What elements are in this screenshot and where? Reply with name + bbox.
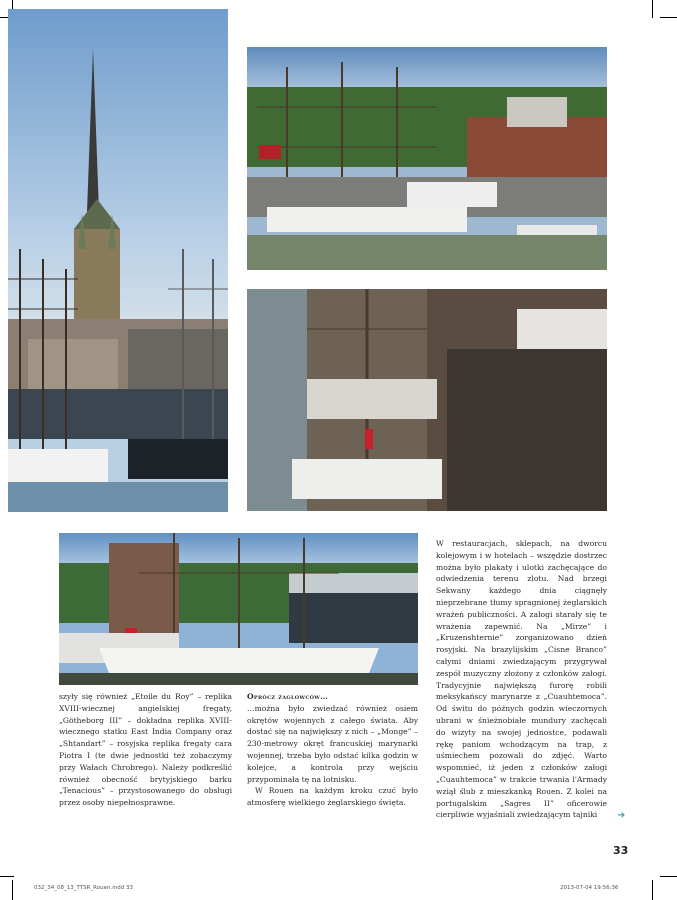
- crop-mark: [652, 0, 653, 18]
- footer-filename: 032_34_08_13_TTSR_Rouen.indd 33: [34, 885, 133, 891]
- photo-harbour-ships: [247, 47, 607, 270]
- section-heading: Oprócz żaglowców…: [247, 692, 329, 701]
- text-column-2: [247, 691, 418, 809]
- paragraph: W Rouen na każdym kroku czuć było atmosferę wielkiego żeglarskiego święta.: [247, 786, 418, 808]
- crop-mark: [12, 880, 13, 900]
- paragraph: szyły się również „Etoile du Roy” – replika XVIII-wiecznej angielskiej fregaty, „Götheborg III” – dokładna replika XVIII-wiecznego statku East India Company oraz „Shtandart” – rosyjska replika fregaty cara Piotra I (te dwie jednostki też zobaczymy przy Wałach Chrobrego). Należy podkreślić również obecność brytyjskiego barku „Tenacious” – przystosowanego do obsługi przez osoby niepełnosprawne.: [59, 692, 232, 808]
- text-column-1: [59, 691, 232, 809]
- paragraph: …można było zwiedzać również osiem okrętów wojennych z całego świata. Aby dostać się na największy z nich – „Monge” – 230-metrowy okręt francuskiej marynarki wojennej, trzeba było odstać kilka godzin w kolejce, a kontrola przy wejściu przypominała tę na lotnisku.: [247, 703, 418, 784]
- crop-mark: [660, 17, 677, 18]
- page-number: 33: [613, 844, 629, 857]
- photo-crowd-ship: [247, 289, 607, 511]
- crop-mark: [652, 880, 653, 900]
- photo-cathedral-ships: [8, 9, 228, 512]
- continue-arrow-icon: ➜: [617, 810, 626, 821]
- crop-mark: [0, 876, 14, 877]
- paragraph: W restauracjach, sklepach, na dworcu kolejowym i w hotelach – wszędzie dostrzec można było plakaty i ulotki zachęcające do odwiedzenia terenu zlotu. Nad brzegi Sekwany każdego dnia ciągnęły nieprzebrane tłumy spragnionej żeglarskich wrażeń publiczności. A załogi starały się te wrażenia zapewnić. Na „Mirze” i „Kruzenshternie” zorganizowano dzień rosyjski. Na brazylijskim „Cisne Branco” całymi dniami zwiedzającym przygrywał zespół muzyczny złożony z członków załogi. Tradycyjnie największą furorę robili meksykańscy marynarze z „Cuauhtemoca”. Od świtu do późnych godzin wieczornych ubrani w śnieżnobiałe mundury zachęcali do wizyty na swojej jednostce, podawali rękę paniom wchodzącym na trap, z uśmiechem pozowali do zdjęć. Warto wspomnieć, iż jeden z członków załogi „Cuauhtemoca” w trakcie trwania l'Armady wziął ślub z mieszkanką Rouen. Z kolei na portugalskim „Sagres II” oficerowie cierpliwie wyjaśniali zwiedzającym tajniki: [436, 539, 607, 820]
- photo-tall-ship-quay: [59, 533, 418, 685]
- footer-timestamp: 2013-07-04 19:56:36: [560, 885, 619, 891]
- crop-mark: [660, 876, 677, 877]
- text-column-3: [436, 538, 607, 821]
